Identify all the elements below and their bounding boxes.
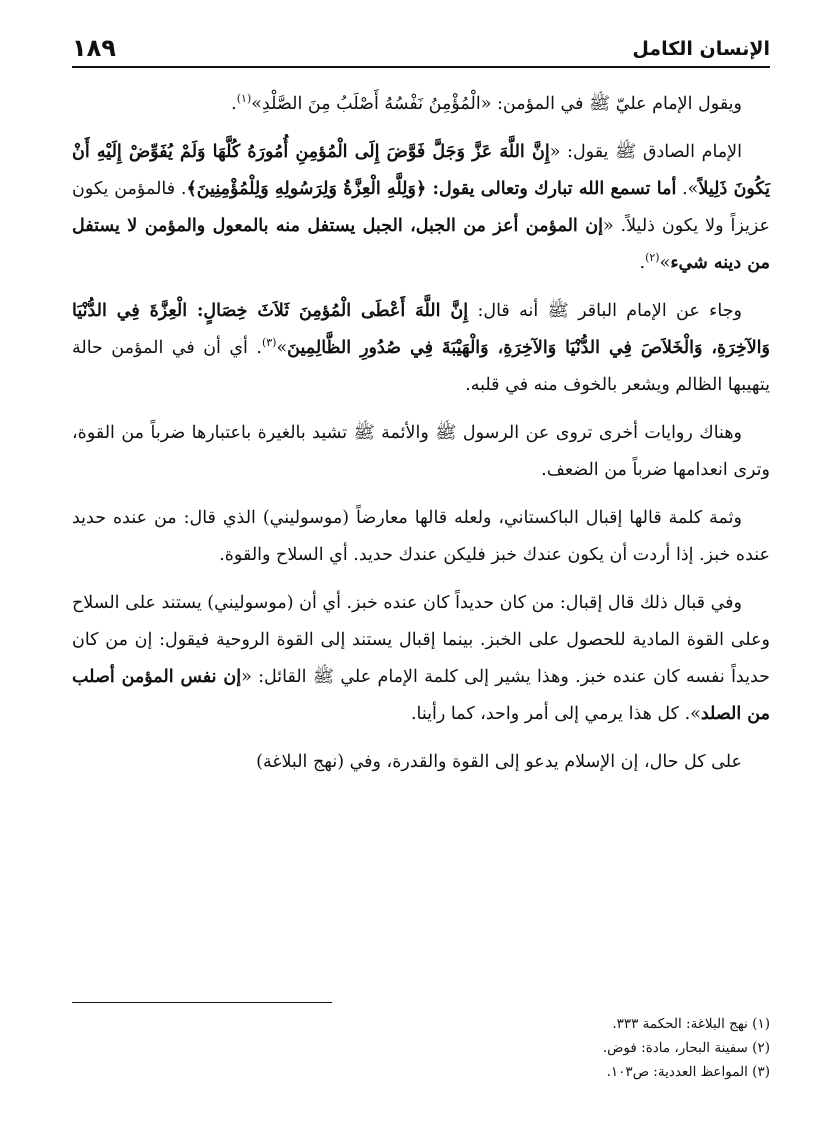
footnote-marker: (١): [752, 1016, 770, 1032]
footnote: [72, 1012, 770, 1036]
text-run: وفي قبال ذلك قال إقبال: من كان حديداً كان عنده خبز. أي أن (موسوليني) يستند على السلاح وعلى القوة المادية للحصول على الخبز. بينما إقبال يستند إلى القوة الروحية فيقول: إن من كان حديداً نفسه كان عنده خبز. وهذا يشير إلى كلمة الإمام علي ﷺ القائل: «: [72, 593, 770, 687]
text-run: الإمام الصادق ﷺ يقول: «: [549, 142, 742, 162]
footnote-marker: (٢): [752, 1040, 770, 1056]
paragraph: [72, 415, 770, 489]
text-run: ». كل هذا يرمي إلى أمر واحد، كما رأينا.: [410, 704, 701, 724]
footnote-ref: (٣): [261, 336, 277, 350]
bold-quote: إِنَّ اللَّهَ عَزَّ وَجَلَّ فَوَّضَ إِلَى الْمُؤمِنِ أُمُورَهُ كُلَّهَا وَلَمْ يُفَوِّضْ إِلَيْهِ أَنْ يَكُونَ ذَلِيلاً: [72, 142, 771, 199]
footnote: [72, 1060, 770, 1084]
text-run: وهناك روايات أخرى تروى عن الرسول ﷺ والأئمة ﷺ تشيد بالغيرة باعتبارها ضرباً من القوة، وترى انعدامها ضرباً من الضعف.: [72, 423, 770, 480]
paragraph: [72, 500, 770, 574]
footnote-text: نهج البلاغة: الحكمة ٣٣٣.: [612, 1016, 753, 1032]
footnote-ref: (٢): [645, 251, 660, 265]
text-run: ويقول الإمام عليّ ﷺ في المؤمن: «: [480, 94, 742, 114]
text-run: وجاء عن الإمام الباقر ﷺ أنه قال:: [468, 301, 743, 321]
main-text: [72, 86, 770, 792]
text-run: »: [276, 338, 288, 358]
text-run: »: [659, 253, 671, 273]
text-run: وثمة كلمة قالها إقبال الباكستاني، ولعله قالها معارضاً (موسوليني) الذي قال: من عنده حديد عنده خبز. إذا أردت أن يكون عندك خبز فليكن عندك حديد. أي السلاح والقوة.: [72, 508, 770, 565]
book-title: الإنسان الكامل: [632, 38, 770, 60]
text-run: .: [639, 253, 646, 273]
paragraph: [72, 585, 770, 733]
footnote-text: المواعظ العددية: ص١٠٣.: [606, 1064, 753, 1080]
paragraph: [72, 134, 770, 282]
text-run: الْمُؤْمِنُ نَفْسُهُ أَصْلَبُ مِنَ الصَّلْدِ: [261, 94, 481, 114]
paragraph: [72, 293, 770, 404]
text-run: »: [251, 94, 262, 114]
paragraph: [72, 86, 770, 123]
paragraph: [72, 744, 770, 781]
bold-quote: أما تسمع الله تبارك وتعالى يقول: ﴿وَلِلَّهِ الْعِزَّةُ وَلِرَسُولِهِ وَلِلْمُؤْمِنِينَ﴾: [186, 179, 677, 199]
bold-quote: إِنَّ اللَّهَ أَعْطَى الْمُؤمِنَ ثَلاَثَ خِصَالٍ: الْعِزَّةَ فِي الدُّنْيَا وَالآخِرَةِ، وَالْخَلاَصَ فِي الدُّنْيَا وَالآخِرَةِ، وَالْهَيْبَةَ فِي صُدُورِ الظَّالِمِينَ: [72, 301, 770, 358]
bold-quote: إن المؤمن أعز من الجبل، الجبل يستفل منه بالمعول والمؤمن لا يستفل من دينه شيء: [72, 216, 770, 273]
text-run: . فالمؤمن يكون عزيزاً ولا يكون ذليلاً. «: [72, 179, 770, 236]
text-run: .: [231, 94, 237, 114]
text-run: على كل حال، إن الإسلام يدعو إلى القوة والقدرة، وفي (نهج البلاغة): [256, 752, 742, 772]
footnote-text: سفينة البحار، مادة: فوض.: [602, 1040, 753, 1056]
footnote-separator: [72, 1002, 332, 1003]
bold-quote: إن نفس المؤمن أصلب من الصلد: [72, 667, 770, 724]
footnote-marker: (٣): [752, 1064, 770, 1080]
text-run: . أي أن في المؤمن حالة يتهيبها الظالم ويشعر بالخوف منه في قلبه.: [72, 338, 770, 395]
text-run: ».: [676, 179, 699, 199]
footnote-ref: (١): [236, 92, 252, 106]
footnotes: [72, 1012, 770, 1084]
page-number: ١٨٩: [72, 34, 116, 62]
footnote: [72, 1036, 770, 1060]
running-header: [72, 26, 770, 68]
